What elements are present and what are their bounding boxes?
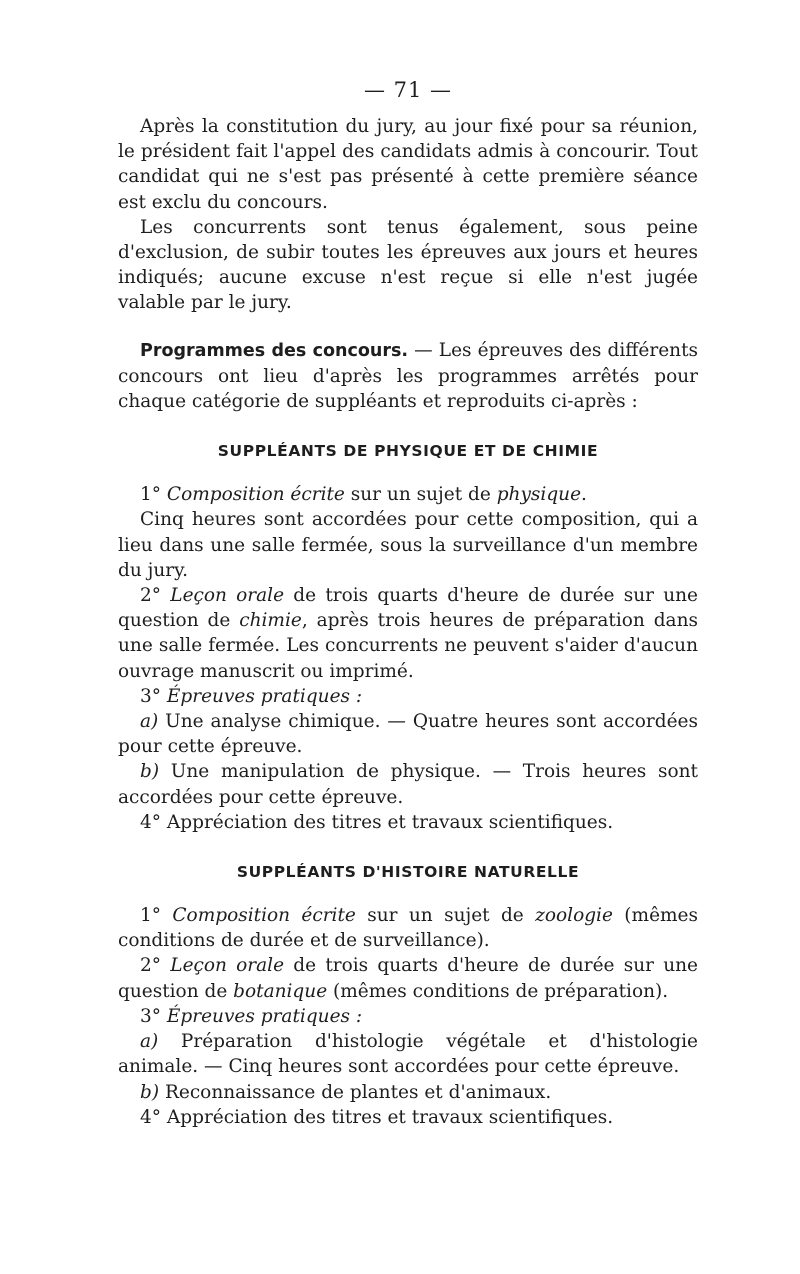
s1-item-3a-letter: a)	[140, 711, 159, 733]
s1-item-4: 4° Appréciation des titres et travaux scientifiques.	[140, 811, 614, 833]
intro-paragraph-2: Les concurrents sont tenus également, sous peine d'exclusion, de subir toutes les épreuves aux jours et heures indiqués; aucune excuse n'est reçue si elle n'est jugée valable par le jury.	[118, 216, 698, 314]
s2-item-3b	[118, 1080, 698, 1105]
document-page	[118, 78, 698, 1130]
s2-item-1-num: 1°	[140, 905, 162, 927]
s1-item-2-mid: de trois quarts d'heure de durée sur une question de	[118, 585, 698, 632]
s2-item-3b-letter: b)	[140, 1081, 160, 1103]
s1-item-1	[118, 482, 698, 507]
s1-item-1-label: Composition écrite	[166, 484, 345, 506]
s1-item-1-mid: sur un sujet de	[344, 484, 497, 506]
s2-item-1	[118, 903, 698, 953]
s1-item-2-subject: chimie	[239, 610, 302, 632]
s2-item-3-num: 3°	[140, 1005, 162, 1027]
s1-item-3a-text: Une analyse chimique. — Quatre heures sont accordées pour cette épreuve.	[118, 711, 698, 758]
s2-item-2-end: (mêmes conditions de préparation).	[327, 980, 669, 1002]
s2-item-3b-text: Reconnaissance de plantes et d'animaux.	[159, 1081, 552, 1103]
s1-item-3-num: 3°	[140, 685, 162, 707]
s2-item-2-num: 2°	[140, 955, 162, 977]
s1-item-2-end: , après trois heures de préparation dans une salle fermée. Les concurrents ne peuvent s'aider d'aucun ouvrage manuscrit ou imprimé.	[118, 610, 698, 682]
s1-item-1-subject: physique	[496, 484, 582, 506]
s1-item-2-label: Leçon orale	[170, 585, 285, 607]
s1-item-1-end: .	[581, 484, 587, 506]
intro-paragraph-1: Après la constitution du jury, au jour fixé pour sa réunion, le président fait l'appel des candidats admis à concourir. Tout candidat qui ne s'est pas présenté à cette première séance est exclu du concours.	[118, 116, 698, 213]
programmes-paragraph	[118, 338, 698, 415]
s1-item-3-label: Épreuves pratiques :	[166, 685, 363, 707]
s2-item-3a	[118, 1029, 698, 1079]
s2-item-1-mid: sur un sujet de	[355, 905, 536, 927]
s1-item-3	[118, 684, 698, 709]
s2-item-3a-letter: a)	[140, 1031, 159, 1053]
s2-item-3a-text: Préparation d'histologie végétale et d'histologie animale. — Cinq heures sont accordées pour cette épreuve.	[118, 1031, 698, 1078]
s2-item-2-label: Leçon orale	[170, 955, 285, 977]
s1-item-3b-text: Une manipulation de physique. — Trois heures sont accordées pour cette épreuve.	[118, 761, 698, 808]
s2-item-2	[118, 953, 698, 1003]
s1-item-2	[118, 583, 698, 684]
s1-item-3a	[118, 709, 698, 759]
programmes-text: — Les épreuves des différents concours ont lieu d'après les programmes arrêtés pour chaque catégorie de suppléants et reproduits ci-après :	[118, 339, 698, 413]
s1-item-1-text: Cinq heures sont accordées pour cette composition, qui a lieu dans une salle fermée, sous la surveillance d'un membre du jury.	[118, 509, 698, 581]
section-heading-histoire-naturelle: SUPPLÉANTS D'HISTOIRE NATURELLE	[236, 863, 580, 882]
s2-item-3	[118, 1004, 698, 1029]
s2-item-1-subject: zoologie	[535, 905, 613, 927]
s2-item-1-label: Composition écrite	[172, 905, 356, 927]
s2-item-4: 4° Appréciation des titres et travaux scientifiques.	[140, 1106, 614, 1128]
s2-item-3-label: Épreuves pratiques :	[166, 1005, 363, 1027]
s2-item-2-mid: de trois quarts d'heure de durée sur une question de	[118, 955, 698, 1002]
s1-item-3b	[118, 759, 698, 809]
page-number: — 71 —	[363, 78, 453, 102]
s1-item-2-num: 2°	[140, 585, 162, 607]
section-heading-physique-chimie: SUPPLÉANTS DE PHYSIQUE ET DE CHIMIE	[217, 442, 599, 461]
s2-item-2-subject: botanique	[233, 980, 328, 1002]
s1-item-1-num: 1°	[140, 484, 162, 506]
programmes-title: Programmes des concours.	[140, 340, 409, 361]
s1-item-3b-letter: b)	[140, 761, 160, 783]
s2-item-1-end: (mêmes conditions de durée et de surveillance).	[118, 905, 699, 952]
